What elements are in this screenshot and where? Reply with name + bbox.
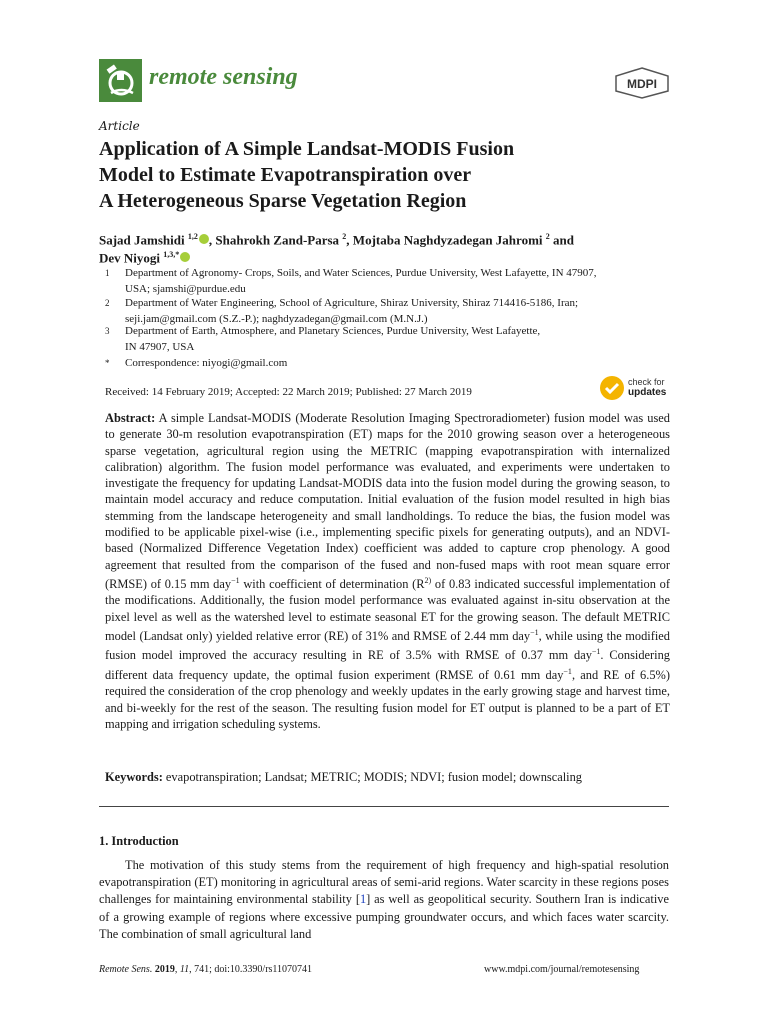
author-name[interactable]: , Shahrokh Zand-Parsa — [208, 232, 340, 248]
correspondence-line[interactable]: Correspondence: niyogi@gmail.com — [125, 357, 288, 369]
affiliation-line: IN 47907, USA — [125, 341, 195, 353]
author-affil: 1,3,* — [163, 250, 180, 259]
affiliation-mark: * — [105, 358, 110, 368]
affiliation-line: Department of Agronomy- Crops, Soils, and Water Sciences, Purdue University, West Lafayette, IN 47907, — [125, 267, 597, 279]
keywords — [105, 770, 582, 785]
abstract-text: , and RE of 6.5%) required the consideration of the crop phenology and weekly updates in the early growing stage and harvest time, and bi-weekly for the rest of the season. The resulting fusion model for ET output is planned to be a part of ET mapping and irrigation scheduling systems. — [105, 667, 670, 731]
author-name[interactable]: Sajad Jamshidi — [99, 232, 185, 248]
affiliation-line: Department of Earth, Atmosphere, and Planetary Sciences, Purdue University, West Lafayette, — [125, 325, 541, 337]
affiliation-mark: 3 — [105, 326, 110, 336]
title-line: Application of A Simple Landsat-MODIS Fusion — [99, 138, 515, 160]
journal-logo — [99, 59, 142, 102]
citation-link[interactable]: 1 — [359, 892, 367, 907]
footer-citation: Remote Sens. 2019, 11, 741; doi:10.3390/rs11070741 — [99, 964, 313, 975]
footer-year: 2019 — [154, 964, 175, 975]
check-updates-line1: check for — [628, 377, 665, 387]
footer-url[interactable]: www.mdpi.com/journal/remotesensing — [484, 964, 640, 975]
introduction-paragraph — [99, 857, 669, 943]
affiliation-mark: 2 — [105, 298, 110, 308]
publication-dates: Received: 14 February 2019; Accepted: 22 March 2019; Published: 27 March 2019 — [105, 386, 472, 398]
orcid-icon[interactable] — [180, 252, 190, 262]
orcid-icon[interactable] — [199, 234, 209, 244]
title-line: A Heterogeneous Sparse Vegetation Region — [99, 190, 467, 212]
check-updates-line2: updates — [628, 387, 667, 398]
footer-doi[interactable]: , 741; doi:10.3390/rs11070741 — [189, 964, 313, 975]
title-line: Model to Estimate Evapotranspiration over — [99, 164, 472, 186]
abstract-text: of 0.83 indicated successful implementation of the modifications. Additionally, the fusion model performance was evaluated against in-situ observation at the pixel level as well as the watershed level to estimate seasonal ET for the growing season. The default METRIC model (Landsat only) yielded relative error (RE) of 31% and RMSE of 2.44 mm day — [105, 577, 670, 644]
affiliation — [99, 265, 689, 297]
author-affil: 1,2 — [187, 232, 198, 241]
author-conjunction: and — [549, 232, 574, 248]
affiliation — [99, 323, 689, 355]
footer-volume: 11 — [179, 964, 190, 975]
affiliation-line: Department of Water Engineering, School of Agriculture, Shiraz University, Shiraz 714416-5186, Iran; — [125, 297, 579, 309]
intro-text: The motivation of this study stems from the requirement of high frequency and high-spatial resolution evapotranspiration (ET) monitoring in agricultural areas of semi-arid regions. Water scarcity in these regions poses challenges for maintaining environmental stability [ — [99, 858, 669, 907]
author-name[interactable]: , Mojtaba Naghdyzadegan Jahromi — [346, 232, 543, 248]
check-updates-icon — [600, 376, 624, 400]
abstract-text: , while using the modified fusion model improved the accuracy resulting in RE of 3.5% with RMSE of 0.37 mm day — [105, 629, 670, 663]
abstract-text: A simple Landsat-MODIS (Moderate Resolution Imaging Spectroradiometer) fusion model was used to generate 30-m resolution evapotranspiration (ET) maps for the 2010 growing season over a heterogeneous sparse vegetation, agricultural region using the METRIC (mapping evapotranspiration with internalized calibration) algorithm. The fusion model performance was evaluated, and experiments were undertaken to investigate the frequency for updating Landsat-MODIS data into the fusion model during the growing season, to maintain model accuracy and reduce computation. Initial evaluation of the fusion model resulted in high bias stemming from the landscape heterogeneity and small landholdings. To reduce the bias, the fusion model was modified to be applicable pixel-wise (i.e., implementing specific pixels for generating outputs), and an NDVI-based (Normalized Difference Vegetation Index) coefficient was added to capture crop phenology. A good agreement that resulted from the comparison of the fused and non-fused maps with root mean square error (RMSE) of 0.15 mm day — [105, 411, 670, 592]
section-divider — [99, 806, 669, 807]
satellite-icon — [99, 59, 142, 102]
section-heading: 1. Introduction — [99, 834, 179, 848]
author-name[interactable]: Dev Niyogi — [99, 250, 161, 266]
publisher-name: MDPI — [627, 77, 657, 91]
affiliation-line[interactable]: USA; sjamshi@purdue.edu — [125, 283, 246, 295]
abstract-sup: −1 — [530, 627, 539, 637]
abstract — [105, 410, 670, 732]
paper-title — [99, 136, 659, 214]
author-affil: 2 — [545, 232, 550, 241]
check-for-updates-button[interactable] — [600, 376, 672, 402]
keywords-label: Keywords: — [105, 770, 163, 784]
intro-text: ] as well as geopolitical security. Southern Iran is indicative of a growing example of regions where excessive pumping groundwater occurs, and which faces water scarcity. The combination of small agricultural land — [99, 892, 669, 941]
abstract-sup: −1 — [591, 647, 601, 657]
footer-journal: Remote Sens. — [99, 964, 153, 975]
affiliation-line[interactable]: seji.jam@gmail.com (S.Z.-P.); naghdyzadegan@gmail.com (M.N.J.) — [125, 313, 428, 325]
abstract-sup: −1 — [563, 666, 572, 676]
abstract-sup: −1 — [231, 575, 240, 585]
abstract-text: with coefficient of determination (R — [239, 577, 425, 592]
abstract-text: . Considering different data frequency update, the optimal fusion experiment (RMSE of 0.61 mm day — [105, 648, 670, 682]
journal-name[interactable]: remote sensing — [149, 64, 298, 90]
article-type: Article — [99, 119, 140, 133]
affiliation-mark: 1 — [105, 268, 110, 278]
mdpi-logo[interactable] — [613, 67, 671, 103]
correspondence — [99, 355, 689, 371]
keywords-text: evapotranspiration; Landsat; METRIC; MODIS; NDVI; fusion model; downscaling — [162, 770, 582, 784]
abstract-sup: 2) — [424, 575, 432, 585]
abstract-label: Abstract: — [105, 411, 156, 425]
author-affil: 2 — [342, 232, 347, 241]
